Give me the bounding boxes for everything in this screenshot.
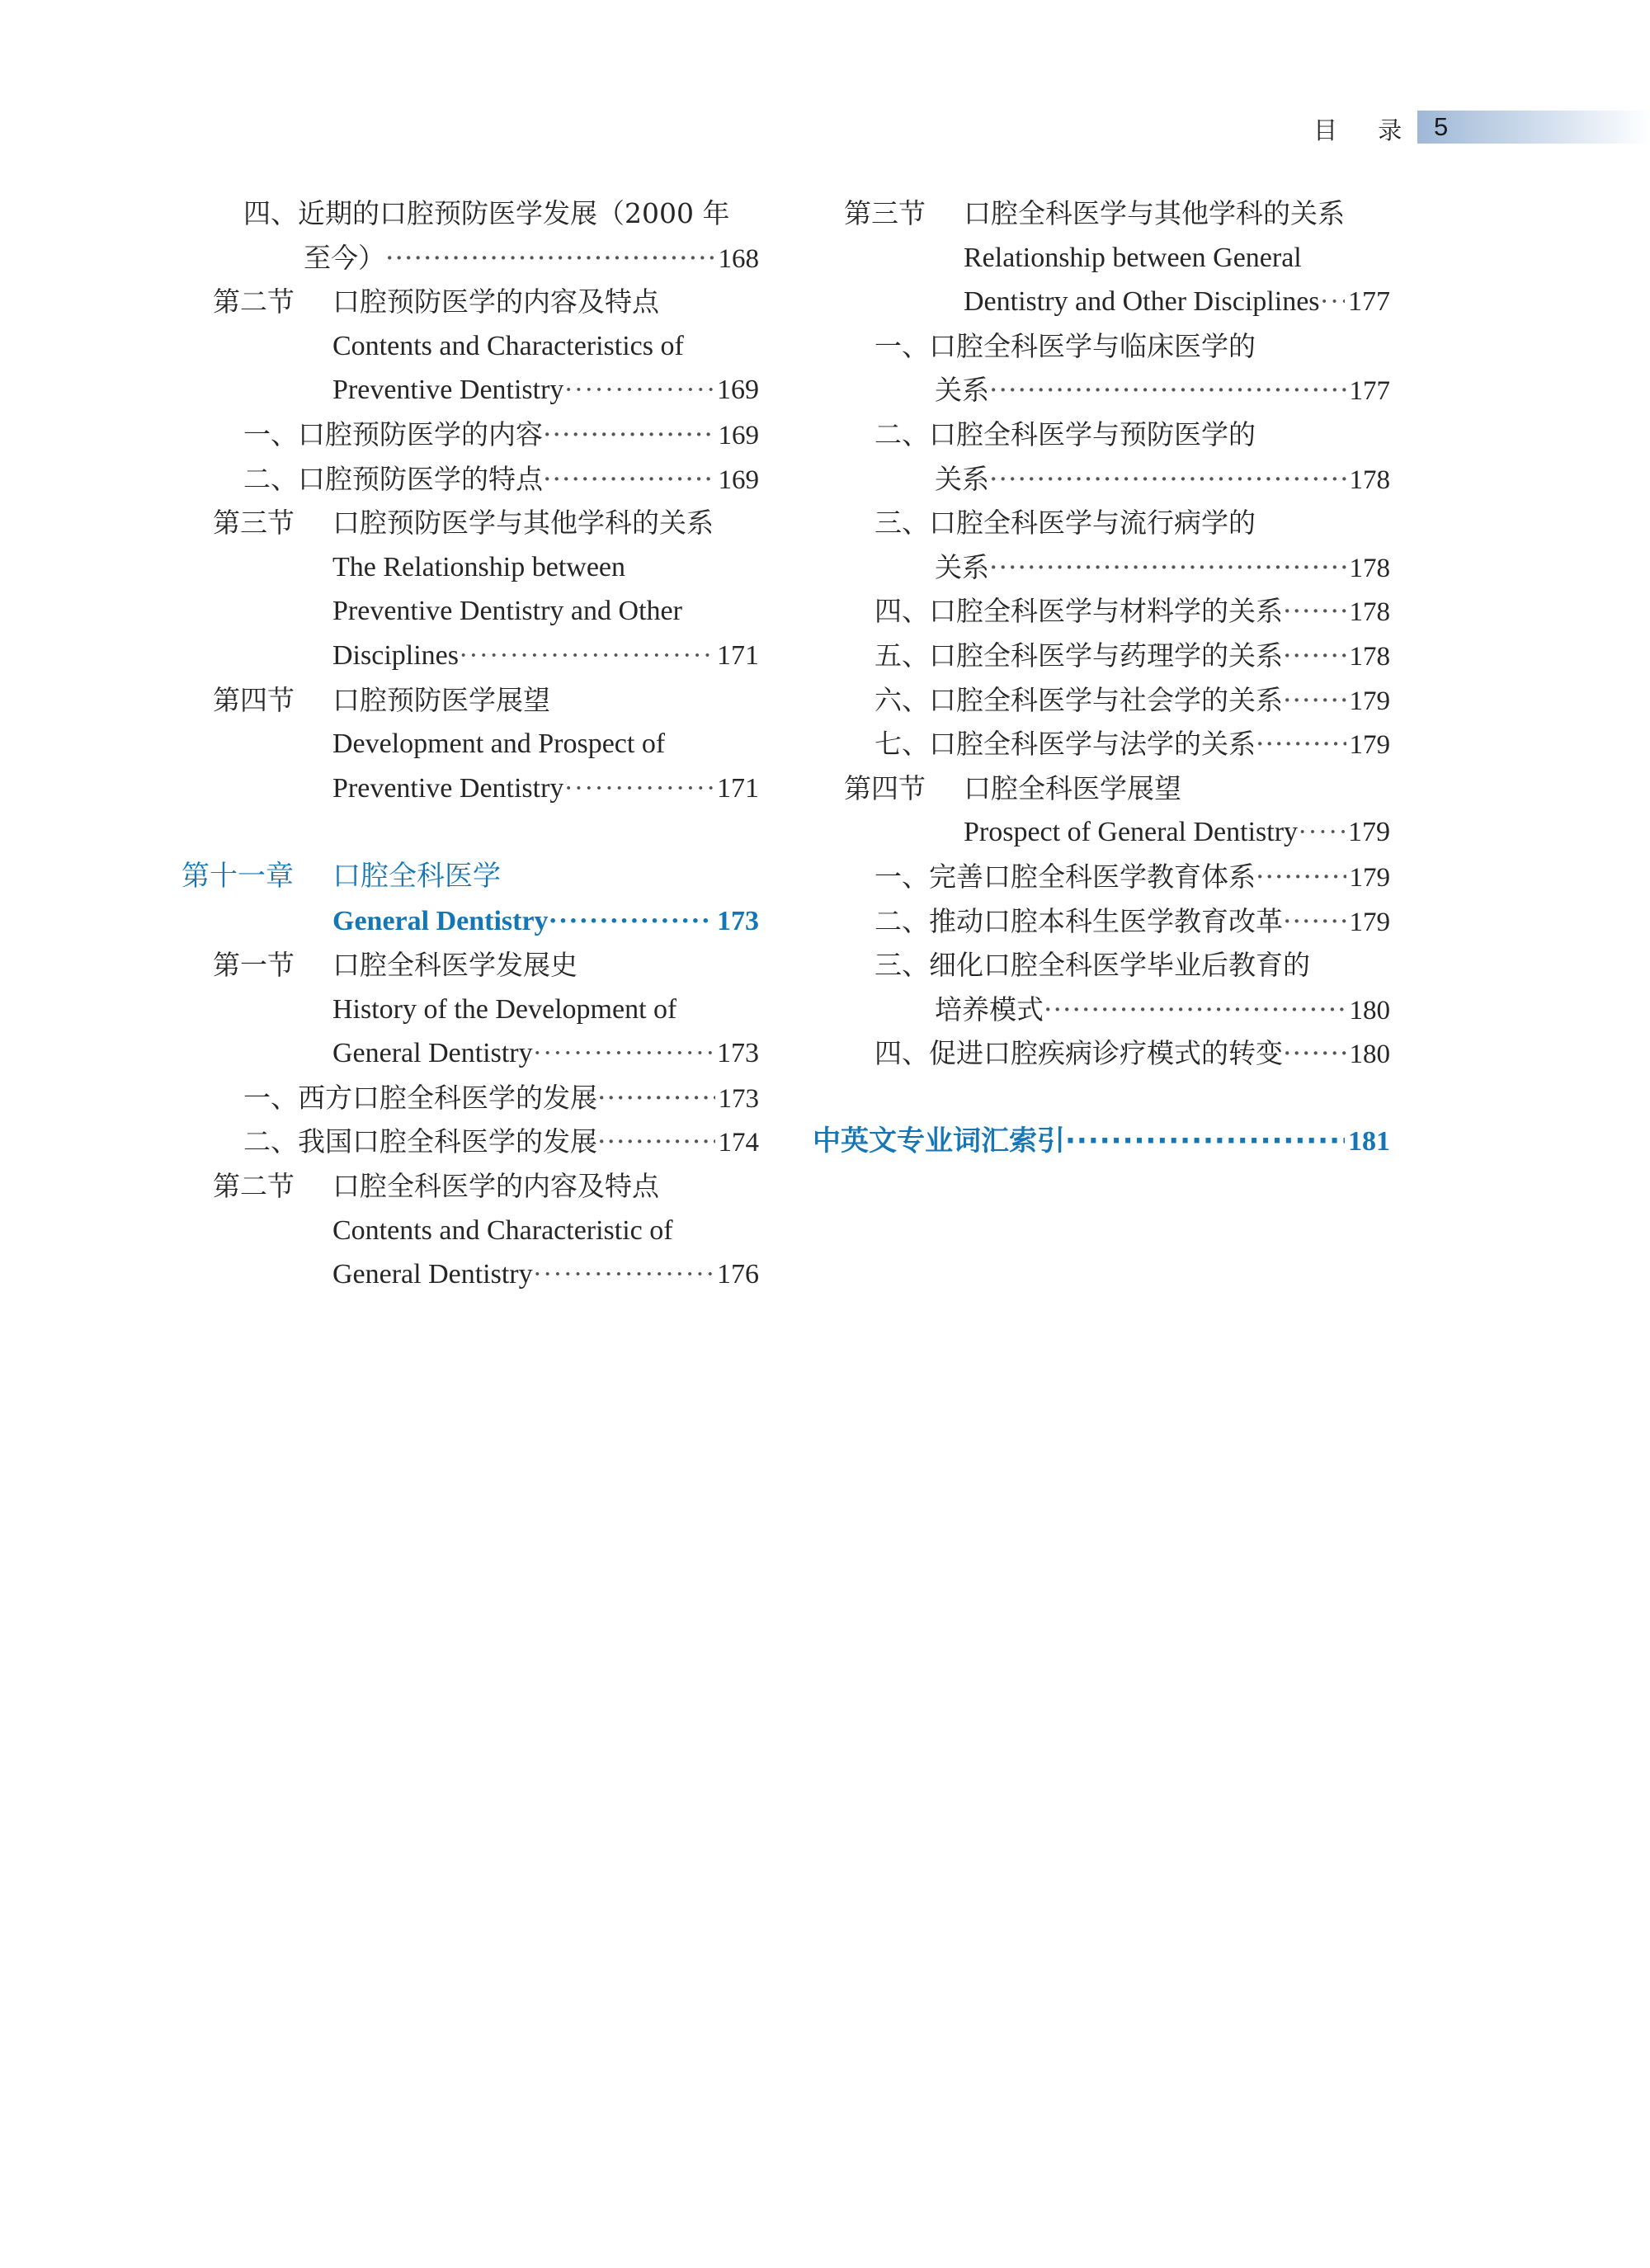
toc-left-column <box>182 191 759 1297</box>
toc-index-entry[interactable]: 中英文专业词汇索引 ····· 181 <box>813 1120 1390 1164</box>
toc-entry[interactable]: 二、口腔预防医学的特点 ····· 169 <box>182 457 759 502</box>
page-ref: 171 <box>717 772 759 804</box>
page-ref: 181 <box>1348 1126 1390 1158</box>
toc-entry[interactable]: 至今） ····· 168 <box>182 236 759 281</box>
toc-chapter-entry[interactable]: General Dentistry ····· 173 <box>182 899 759 944</box>
spacer <box>813 1076 1390 1120</box>
toc-english-title: History of the Development of <box>332 993 677 1025</box>
toc-entry[interactable]: Dentistry and Other Disciplines ····· 177 <box>813 280 1390 324</box>
page-ref: 168 <box>718 243 759 274</box>
toc-section-heading[interactable]: 第三节 口腔全科医学与其他学科的关系 <box>844 197 1345 229</box>
page-ref: 173 <box>717 905 759 936</box>
toc-entry[interactable]: 七、口腔全科医学与法学的关系 ····· 179 <box>813 722 1390 766</box>
page-ref: 179 <box>1348 817 1390 848</box>
toc-entry[interactable]: 二、口腔全科医学与预防医学的 <box>874 417 1256 450</box>
toc-entry[interactable]: 三、口腔全科医学与流行病学的 <box>874 507 1256 540</box>
page-ref: 174 <box>718 1128 759 1158</box>
page-ref: 178 <box>1349 553 1390 583</box>
toc-entry[interactable]: 关系 ····· 178 <box>813 545 1390 590</box>
page-ref: 169 <box>718 420 759 450</box>
toc-entry[interactable]: General Dentistry ····· 173 <box>182 1031 759 1076</box>
page-ref: 180 <box>1349 1040 1390 1070</box>
toc-section-heading[interactable]: 第四节 口腔预防医学展望 <box>213 683 550 716</box>
toc-entry[interactable]: 六、口腔全科医学与社会学的关系 ····· 179 <box>813 678 1390 723</box>
toc-section-heading[interactable]: 第四节 口腔全科医学展望 <box>844 771 1181 804</box>
toc-entry[interactable]: 关系 ····· 177 <box>813 368 1390 413</box>
toc-entry[interactable]: 一、口腔全科医学与临床医学的 <box>874 329 1256 362</box>
toc-section-heading[interactable]: 第一节 口腔全科医学发展史 <box>213 949 578 982</box>
page-ref: 178 <box>1349 641 1390 672</box>
page-ref: 179 <box>1349 907 1390 937</box>
page-ref: 176 <box>717 1259 759 1290</box>
page-ref: 169 <box>718 464 759 495</box>
toc-right-column <box>813 191 1390 1164</box>
page-ref: 179 <box>1349 862 1390 893</box>
toc-entry[interactable]: 四、近期的口腔预防医学发展（2000 年 <box>243 197 730 229</box>
toc-entry[interactable]: 关系 ····· 178 <box>813 457 1390 502</box>
toc-section-heading[interactable]: 第二节 口腔全科医学的内容及特点 <box>213 1170 659 1203</box>
page-ref: 169 <box>717 375 759 406</box>
page-ref: 173 <box>718 1083 759 1114</box>
running-header-title: 目 录 <box>1313 116 1419 144</box>
toc-entry[interactable]: 一、西方口腔全科医学的发展 ····· 173 <box>182 1076 759 1120</box>
header-accent-bar <box>1417 111 1650 144</box>
page-ref: 177 <box>1349 376 1390 407</box>
toc-entry[interactable]: Preventive Dentistry ····· 169 <box>182 368 759 413</box>
toc-section-heading[interactable]: 第三节 口腔预防医学与其他学科的关系 <box>213 507 714 540</box>
spacer <box>182 810 759 855</box>
page-number: 5 <box>1434 112 1449 141</box>
page-ref: 171 <box>717 639 759 671</box>
toc-english-title: Development and Prospect of <box>332 728 666 760</box>
toc-entry[interactable]: 五、口腔全科医学与药理学的关系 ····· 178 <box>813 634 1390 678</box>
page-ref: 178 <box>1349 464 1390 495</box>
toc-entry[interactable]: 一、口腔预防医学的内容 ····· 169 <box>182 413 759 457</box>
toc-entry[interactable]: 一、完善口腔全科医学教育体系 ····· 179 <box>813 855 1390 899</box>
toc-english-title: The Relationship between <box>332 551 626 582</box>
page-ref: 179 <box>1349 686 1390 716</box>
toc-section-heading[interactable]: 第二节 口腔预防医学的内容及特点 <box>213 285 659 318</box>
page-ref: 180 <box>1349 995 1390 1026</box>
toc-entry[interactable]: 二、推动口腔本科生医学教育改革 ····· 179 <box>813 899 1390 944</box>
toc-english-title: Contents and Characteristic of <box>332 1214 673 1246</box>
toc-entry[interactable]: Prospect of General Dentistry ····· 179 <box>813 810 1390 855</box>
toc-entry[interactable]: 四、促进口腔疾病诊疗模式的转变 ····· 180 <box>813 1031 1390 1076</box>
page-ref: 178 <box>1349 597 1390 628</box>
page-ref: 179 <box>1349 730 1390 761</box>
page-ref: 173 <box>717 1038 759 1069</box>
toc-entry[interactable]: Preventive Dentistry ····· 171 <box>182 766 759 811</box>
toc-chapter-heading[interactable]: 第十一章 口腔全科医学 <box>182 859 501 893</box>
toc-english-title: Preventive Dentistry and Other <box>332 596 682 627</box>
toc-entry[interactable]: 二、我国口腔全科医学的发展 ····· 174 <box>182 1120 759 1164</box>
toc-entry[interactable]: 四、口腔全科医学与材料学的关系 ····· 178 <box>813 589 1390 634</box>
toc-entry[interactable]: Disciplines ····· 171 <box>182 634 759 678</box>
toc-entry[interactable]: 培养模式 ····· 180 <box>813 988 1390 1032</box>
toc-english-title: Relationship between General <box>964 242 1302 273</box>
toc-entry[interactable]: General Dentistry ····· 176 <box>182 1252 759 1297</box>
toc-english-title: Contents and Characteristics of <box>332 330 684 361</box>
page-ref: 177 <box>1348 286 1390 318</box>
toc-entry[interactable]: 三、细化口腔全科医学毕业后教育的 <box>874 949 1310 982</box>
